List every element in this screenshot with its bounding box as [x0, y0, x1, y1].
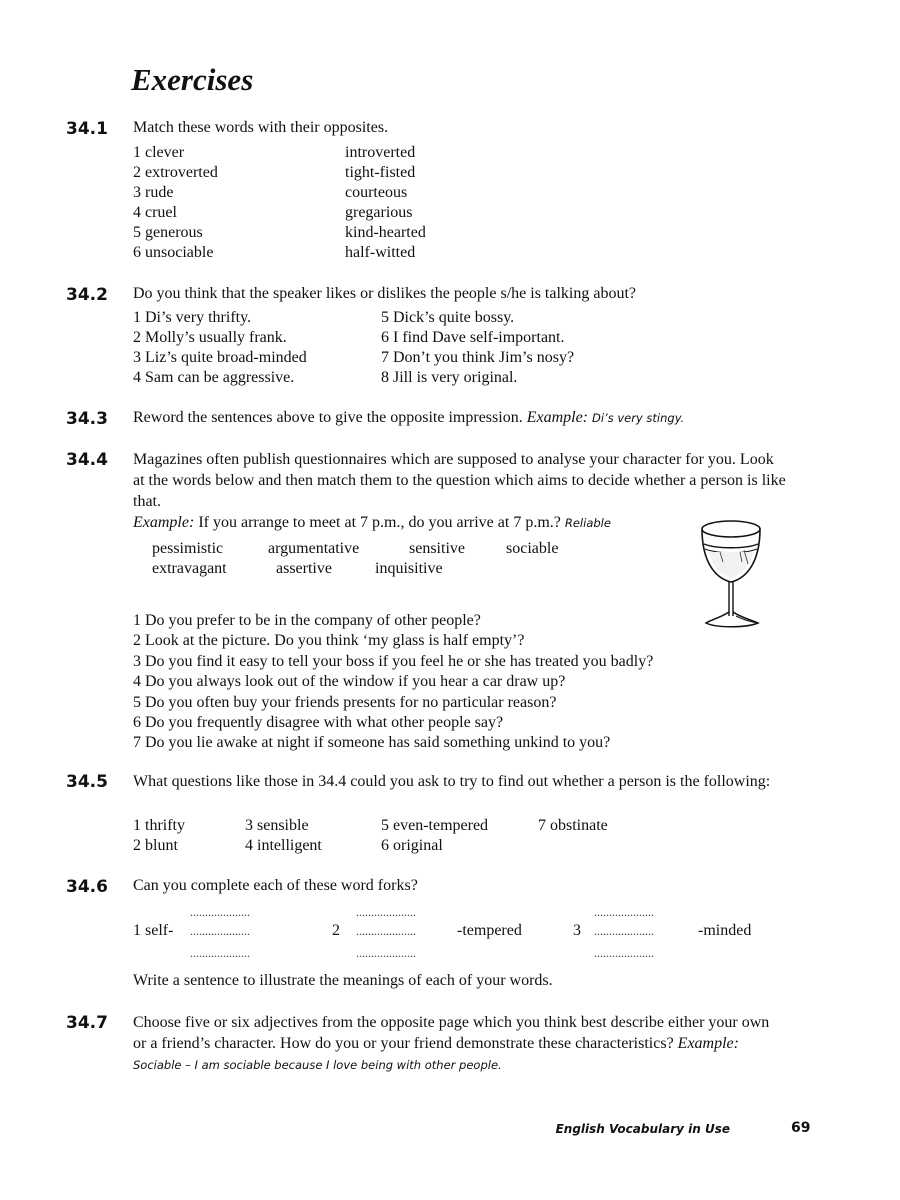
list-item: introverted	[345, 144, 416, 161]
items-row	[133, 837, 443, 855]
question-list	[133, 612, 653, 755]
list-item: 8 Jill is very original.	[381, 369, 518, 386]
exercise-instruction: What questions like those in 34.4 could you ask to try to find out whether a person is the following:	[133, 773, 771, 790]
list-item: 5 generous	[133, 224, 203, 241]
list-item: 3 Do you find it easy to tell your boss if you feel he or she has treated you badly?	[133, 652, 654, 670]
list-item: 3 Liz’s quite broad-minded	[133, 349, 307, 366]
example-label: Example:	[526, 409, 588, 426]
list-item: 1 Di’s very thrifty.	[133, 309, 252, 326]
fork-number: 3	[573, 922, 581, 939]
answer-blank[interactable]: ....................	[356, 946, 416, 960]
exercise-number: 34.6	[66, 877, 108, 897]
list-item: 6 I find Dave self-important.	[381, 329, 565, 346]
answer-blank[interactable]: ....................	[190, 946, 250, 960]
list-item: 3 sensible	[245, 817, 309, 834]
list-item: gregarious	[345, 204, 413, 221]
example-line	[133, 514, 611, 532]
instruction-text: Choose five or six adjectives from the opposite page which you think best describe either your own or a friend’s character. How do you or your friend demonstrate these characteristics?	[133, 1014, 770, 1052]
list-item: 4 Sam can be aggressive.	[133, 369, 295, 386]
list-item: tight-fisted	[345, 164, 416, 181]
exercise-number: 34.7	[66, 1013, 108, 1033]
list-item: 7 obstinate	[538, 817, 608, 834]
answer-blank[interactable]: ....................	[594, 924, 654, 938]
exercise-instruction: Do you think that the speaker likes or dislikes the people s/he is talking about?	[133, 285, 637, 302]
list-item: 4 Do you always look out of the window if you hear a car draw up?	[133, 673, 566, 691]
fork-suffix: -minded	[698, 922, 752, 939]
word-bank-item: sociable	[506, 540, 559, 557]
word-bank-item: inquisitive	[375, 560, 443, 577]
sentence-list-left	[133, 309, 307, 389]
list-item: 6 unsociable	[133, 244, 214, 261]
example-answer: Di’s very stingy.	[592, 411, 685, 425]
wine-glass-illustration	[696, 512, 766, 630]
answer-blank[interactable]: ....................	[594, 905, 654, 919]
page-number: 69	[791, 1120, 811, 1136]
example-answer: Reliable	[564, 516, 611, 530]
list-item: 7 Do you lie awake at night if someone has said something unkind to you?	[133, 734, 611, 752]
list-item: 6 original	[381, 837, 443, 854]
list-item: 5 even-tempered	[381, 817, 489, 834]
instruction-text: Reword the sentences above to give the opposite impression.	[133, 409, 523, 426]
exercise-number: 34.3	[66, 409, 108, 429]
fork-suffix: -tempered	[457, 922, 522, 939]
word-bank-item: assertive	[276, 560, 332, 577]
list-item: kind-hearted	[345, 224, 426, 241]
list-item: courteous	[345, 184, 408, 201]
word-bank-item: pessimistic	[152, 540, 224, 557]
word-bank-item: sensitive	[409, 540, 465, 557]
word-bank-row	[152, 540, 558, 558]
list-item: 1 Do you prefer to be in the company of other people?	[133, 612, 481, 629]
list-item: 1 thrifty	[133, 817, 185, 834]
list-item: 2 extroverted	[133, 164, 218, 181]
items-row	[133, 817, 608, 835]
list-item: 5 Dick’s quite bossy.	[381, 309, 515, 326]
answer-blank[interactable]: ....................	[356, 924, 416, 938]
list-item: 7 Don’t you think Jim’s nosy?	[381, 349, 575, 366]
word-list-left	[133, 144, 218, 264]
exercise-instruction: Magazines often publish questionnaires which are supposed to analyse your character for you. Look at the words below and then match them to the question which aims to decide whether a person is like that.	[133, 451, 786, 510]
fork-number: 2	[332, 922, 340, 939]
answer-blank[interactable]: ....................	[356, 905, 416, 919]
exercise-number: 34.1	[66, 119, 108, 139]
exercise-instruction: Match these words with their opposites.	[133, 119, 389, 136]
page-title: Exercises	[131, 62, 254, 97]
example-answer: Sociable – I am sociable because I love being with other people.	[133, 1058, 502, 1072]
list-item: 2 Look at the picture. Do you think ‘my glass is half empty’?	[133, 632, 525, 650]
answer-blank[interactable]: ....................	[190, 905, 250, 919]
book-title: English Vocabulary in Use	[555, 1122, 730, 1136]
exercise-instruction	[133, 1012, 783, 1076]
exercise-number: 34.2	[66, 285, 108, 305]
exercise-instruction: Can you complete each of these word forks?	[133, 877, 418, 894]
word-bank-item: argumentative	[268, 540, 360, 557]
list-item: 4 intelligent	[245, 837, 322, 854]
exercise-number: 34.5	[66, 772, 108, 792]
exercise-instruction	[133, 409, 684, 427]
list-item: 1 clever	[133, 144, 185, 161]
write-instruction: Write a sentence to illustrate the meanings of each of your words.	[133, 972, 553, 989]
list-item: half-witted	[345, 244, 416, 261]
fork-label: 1 self-	[133, 922, 174, 939]
list-item: 2 Molly’s usually frank.	[133, 329, 287, 346]
word-bank-item: extravagant	[152, 560, 227, 577]
sentence-list-right	[381, 309, 574, 389]
example-text: If you arrange to meet at 7 p.m., do you arrive at 7 p.m.?	[198, 514, 561, 531]
answer-blank[interactable]: ....................	[594, 946, 654, 960]
word-bank-row	[152, 560, 443, 578]
exercise-number: 34.4	[66, 450, 108, 470]
list-item: 3 rude	[133, 184, 174, 201]
list-item: 2 blunt	[133, 837, 178, 854]
example-label: Example:	[677, 1035, 739, 1052]
list-item: 6 Do you frequently disagree with what other people say?	[133, 713, 504, 731]
example-label: Example:	[133, 514, 195, 531]
word-list-right	[345, 144, 426, 264]
list-item: 5 Do you often buy your friends presents for no particular reason?	[133, 693, 557, 711]
list-item: 4 cruel	[133, 204, 177, 221]
answer-blank[interactable]: ....................	[190, 924, 250, 938]
